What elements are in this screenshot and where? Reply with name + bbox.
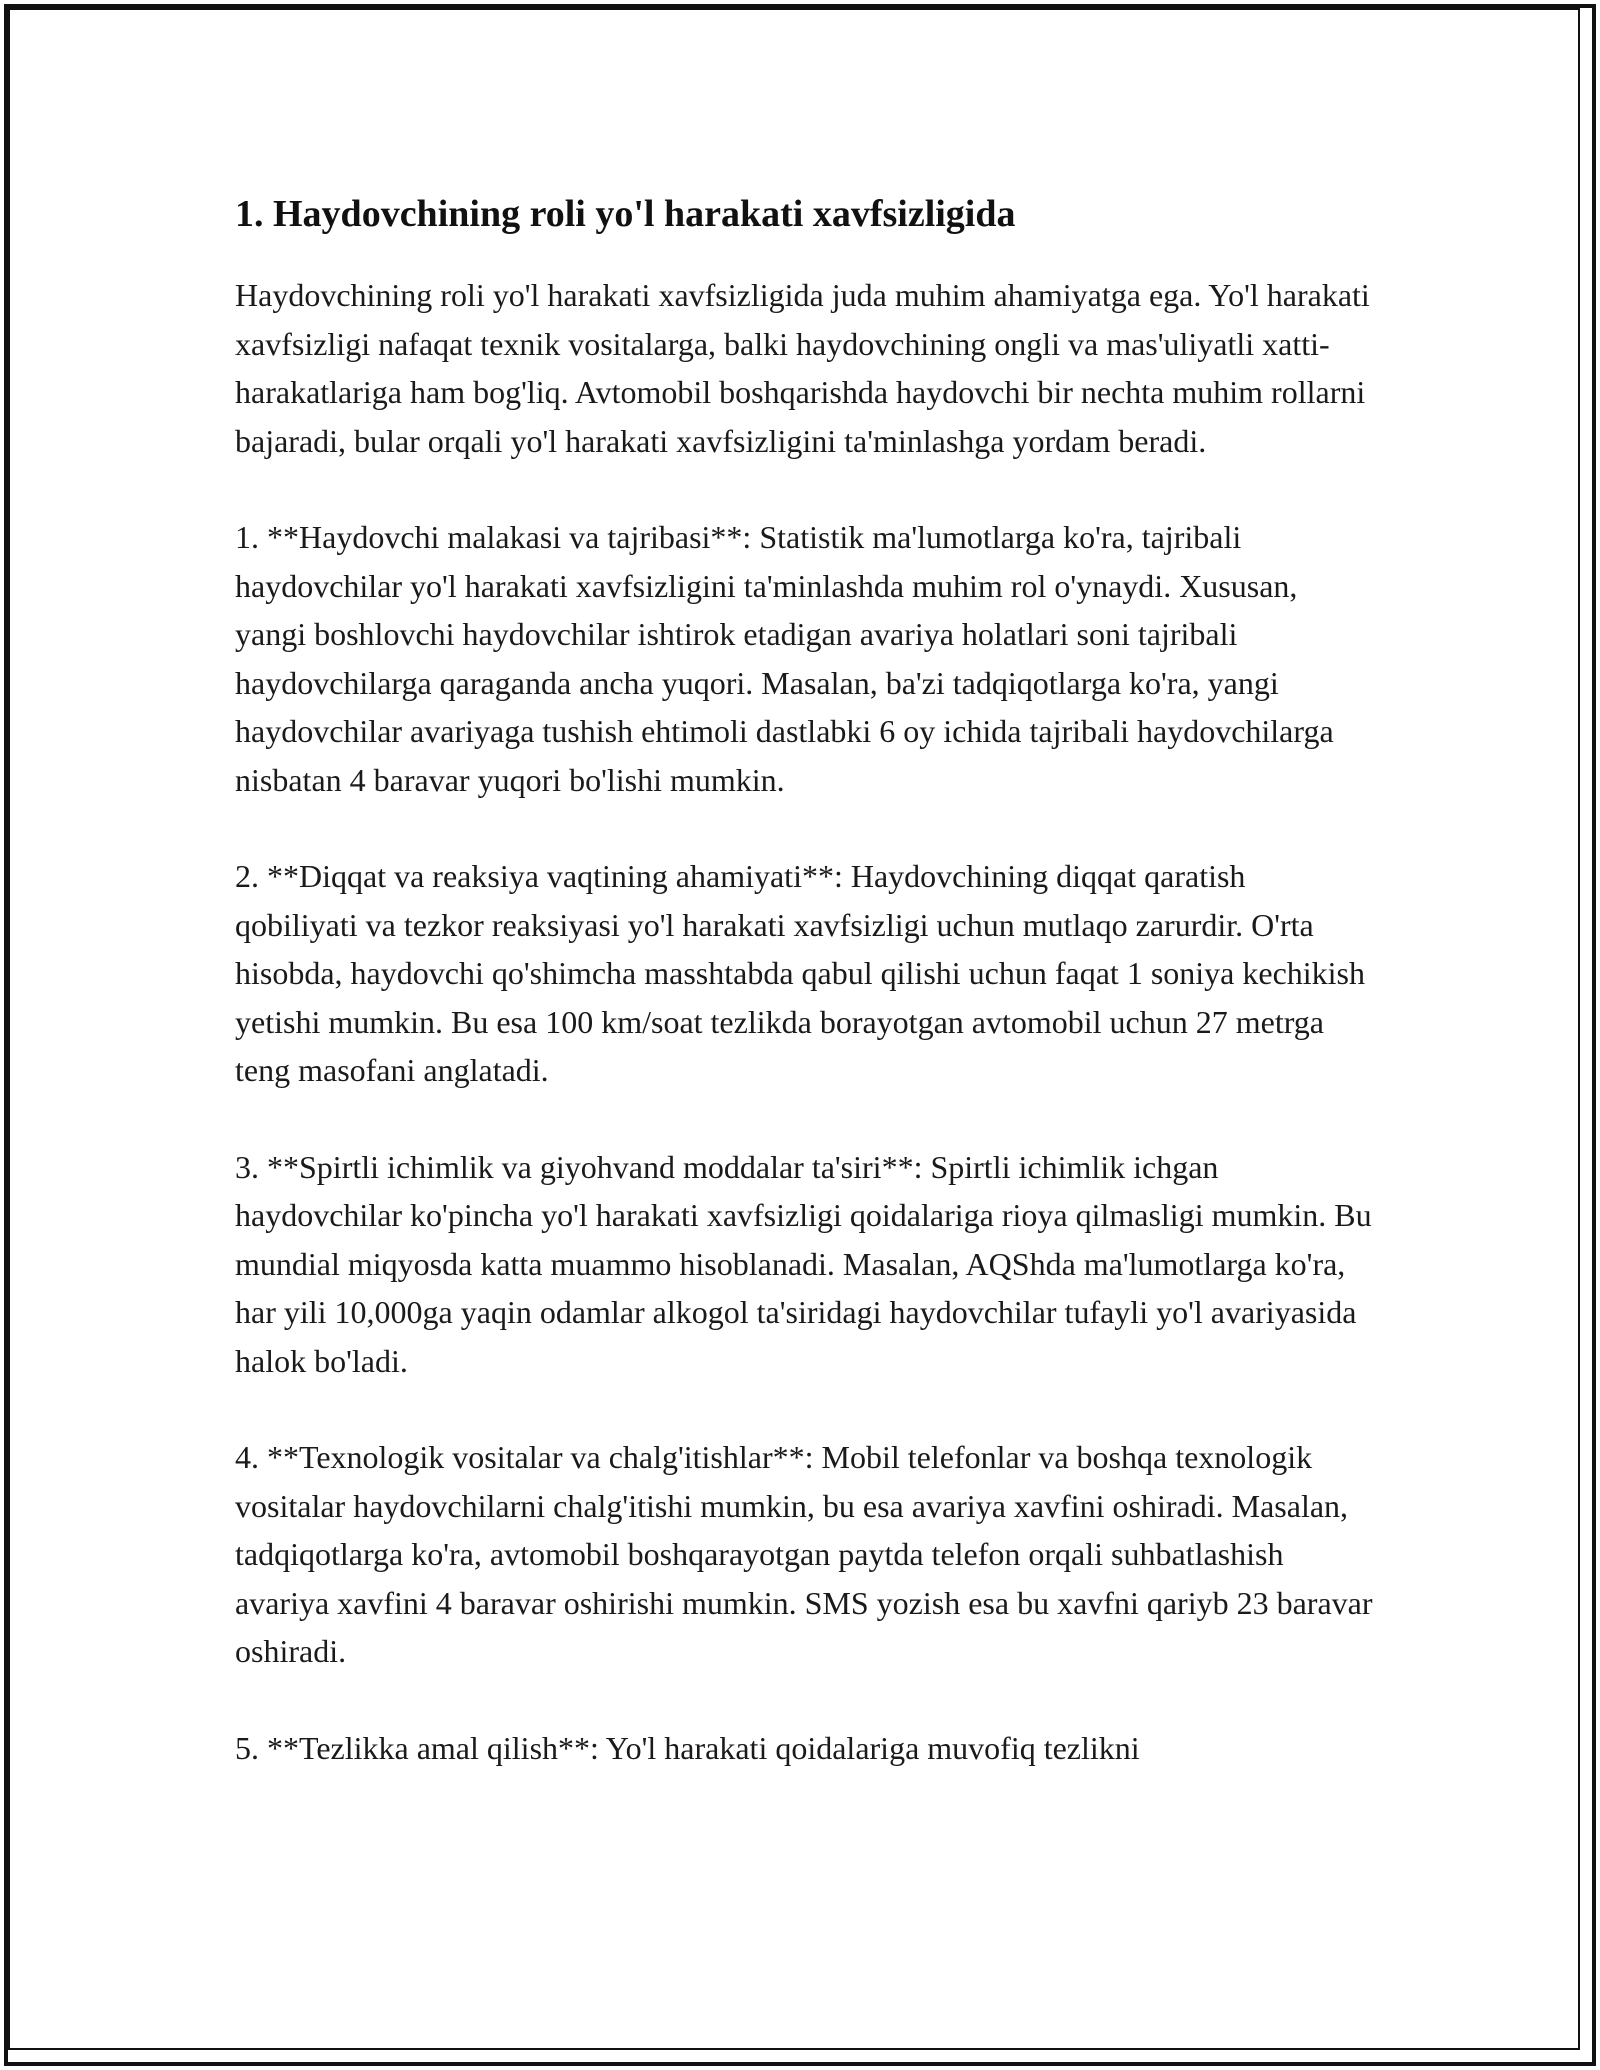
document-title: 1. Haydovchining roli yo'l harakati xavfsizligida — [235, 193, 1016, 235]
list-item-5: 5. **Tezlikka amal qilish**: Yo'l harakati qoidalariga muvofiq tezlikni — [235, 1729, 1140, 1766]
list-item-1: 1. **Haydovchi malakasi va tajribasi**: Statistik ma'lumotlarga ko'ra, tajribali haydovchilar yo'l harakati xavfsizligini ta'minlashda muhim rol o'ynaydi. Xususan, yangi boshlovchi haydovchilar ishtirok etadigan avariya holatlari soni tajribali haydovchilarga qaraganda ancha yuqori. Masalan, ba'zi tadqiqotlarga ko'ra, yangi haydovchilar avariyaga tushish ehtimoli dastlabki 6 oy ichida tajribali haydovchilarga nisbatan 4 baravar yuqori bo'lishi mumkin. — [235, 519, 1334, 798]
list-item-4: 4. **Texnologik vositalar va chalg'itishlar**: Mobil telefonlar va boshqa texnologik vositalar haydovchilarni chalg'itishi mumkin, bu esa avariya xavfini oshiradi. Masalan, tadqiqotlarga ko'ra, avtomobil boshqarayotgan paytda telefon orqali suhbatlashish avariya xavfini 4 baravar oshirishi mumkin. SMS yozish esa bu xavfni qariyb 23 baravar oshiradi. — [235, 1439, 1373, 1669]
intro-paragraph: Haydovchining roli yo'l harakati xavfsizligida juda muhim ahamiyatga ega. Yo'l harakati xavfsizligi nafaqat texnik vositalarga, balki haydovchining ongli va mas'uliyatli xatti-harakatlariga ham bog'liq. Avtomobil boshqarishda haydovchi bir nechta muhim rollarni bajaradi, bular orqali yo'l harakati xavfsizligini ta'minlashga yordam beradi. — [235, 277, 1370, 459]
list-item-3: 3. **Spirtli ichimlik va giyohvand moddalar ta'siri**: Spirtli ichimlik ichgan haydovchilar ko'pincha yo'l harakati xavfsizligi qoidalariga rioya qilmasligi mumkin. Bu mundial miqyosda katta muammo hisoblanadi. Masalan, AQShda ma'lumotlarga ko'ra, har yili 10,000ga yaqin odamlar alkogol ta'siridagi haydovchilar tufayli yo'l avariyasida halok bo'ladi. — [235, 1148, 1372, 1379]
list-item-2: 2. **Diqqat va reaksiya vaqtining ahamiyati**: Haydovchining diqqat qaratish qobiliyati va tezkor reaksiyasi yo'l harakati xavfsizligi uchun mutlaqo zarurdir. O'rta hisobda, haydovchi qo'shimcha masshtabda qabul qilishi uchun faqat 1 soniya kechikish yetishi mumkin. Bu esa 100 km/soat tezlikda borayotgan avtomobil uchun 27 metrga teng masofani anglatadi. — [235, 858, 1365, 1088]
document-body — [235, 185, 1375, 1820]
